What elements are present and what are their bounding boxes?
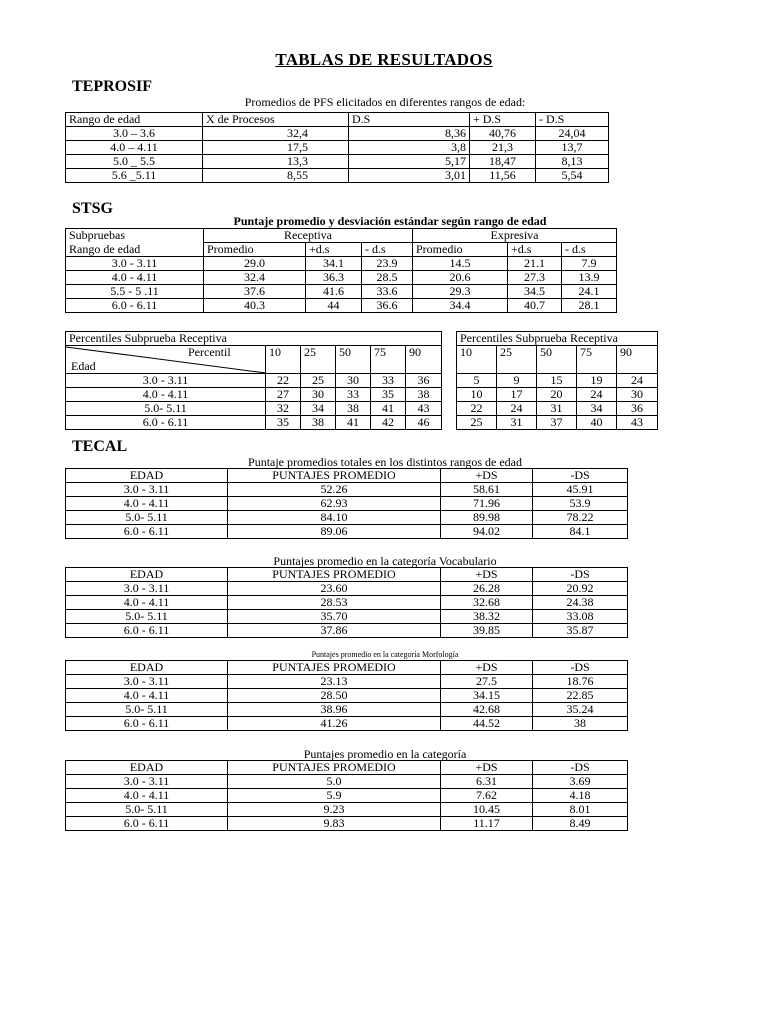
tecal-caption-3: Puntajes promedio en la categoría Morfología — [311, 650, 459, 659]
page-title: TABLAS DE RESULTADOS — [275, 50, 493, 69]
percentile-col-header: 90 — [617, 346, 658, 374]
percentil-label: Percentil — [188, 345, 231, 359]
table-row — [66, 610, 628, 624]
table-cell: 32 — [266, 402, 301, 416]
table-cell: 11,56 — [470, 169, 536, 183]
table-cell: 6.0 - 6.11 — [66, 416, 266, 430]
table-cell: 53.9 — [533, 497, 628, 511]
table-cell: 4.0 - 4.11 — [66, 388, 266, 402]
table-cell: 28.50 — [228, 689, 441, 703]
table-cell: 9.83 — [228, 817, 441, 831]
table-row — [457, 374, 658, 388]
table-cell: 84.10 — [228, 511, 441, 525]
percentiles-left-title: Percentiles Subprueba Receptiva — [66, 332, 442, 346]
table-cell: 34.4 — [413, 299, 508, 313]
table-cell: 41.26 — [228, 717, 441, 731]
header-cell: PUNTAJES PROMEDIO — [228, 661, 441, 675]
table-cell: 38.32 — [441, 610, 533, 624]
table-cell: 11.17 — [441, 817, 533, 831]
table-cell: 5.0- 5.11 — [66, 703, 228, 717]
table-cell: 3.0 - 3.11 — [66, 775, 228, 789]
table-cell: 24,04 — [536, 127, 609, 141]
tecal-table-totales — [65, 468, 628, 539]
table-cell: 43 — [406, 402, 442, 416]
percentile-col-header: 75 — [371, 346, 406, 374]
table-cell: 4.0 – 4.11 — [66, 141, 203, 155]
table-cell: 37 — [537, 416, 577, 430]
table-cell: 30 — [301, 388, 336, 402]
percentile-col-header: 50 — [336, 346, 371, 374]
table-cell: 5.0 — [228, 775, 441, 789]
table-cell: 35.70 — [228, 610, 441, 624]
table-cell: 13,3 — [203, 155, 349, 169]
header-cell: -DS — [533, 568, 628, 582]
table-cell: 89.06 — [228, 525, 441, 539]
percentile-col-header: 75 — [577, 346, 617, 374]
rango-label: Rango de edad — [66, 243, 204, 257]
table-cell: 4.18 — [533, 789, 628, 803]
table-cell: 38 — [301, 416, 336, 430]
table-row — [66, 483, 628, 497]
table-cell: 5,54 — [536, 169, 609, 183]
header-cell: +d.s — [508, 243, 562, 257]
header-cell: +DS — [441, 469, 533, 483]
table-cell: 6.31 — [441, 775, 533, 789]
table-cell: 23.13 — [228, 675, 441, 689]
table-cell: 21,3 — [470, 141, 536, 155]
table-cell: 34 — [577, 402, 617, 416]
table-cell: 37.6 — [204, 285, 306, 299]
stsg-table — [65, 228, 617, 313]
table-cell: 42 — [371, 416, 406, 430]
percentile-col-header: 25 — [497, 346, 537, 374]
tecal-heading: TECAL — [72, 438, 128, 455]
table-cell: 24.1 — [562, 285, 617, 299]
table-cell: 22.85 — [533, 689, 628, 703]
table-row — [66, 675, 628, 689]
table-cell: 34 — [301, 402, 336, 416]
subpruebas-label: Subpruebas — [66, 229, 204, 243]
table-cell: 18,47 — [470, 155, 536, 169]
table-cell: 4.0 - 4.11 — [66, 497, 228, 511]
header-cell: X de Procesos — [203, 113, 349, 127]
table-cell: 3,01 — [349, 169, 470, 183]
diagonal-divider — [66, 346, 266, 374]
table-cell: 44 — [306, 299, 362, 313]
header-cell: Rango de edad — [66, 113, 203, 127]
table-cell: 34.5 — [508, 285, 562, 299]
table-row — [66, 582, 628, 596]
table-cell: 27 — [266, 388, 301, 402]
table-cell: 25 — [457, 416, 497, 430]
table-cell: 4.0 - 4.11 — [66, 596, 228, 610]
header-cell: D.S — [349, 113, 470, 127]
header-cell: PUNTAJES PROMEDIO — [228, 568, 441, 582]
table-cell: 8,55 — [203, 169, 349, 183]
table-cell: 6.0 - 6.11 — [66, 299, 204, 313]
teprosif-table — [65, 112, 609, 183]
table-cell: 5.6 _5.11 — [66, 169, 203, 183]
table-cell: 39.85 — [441, 624, 533, 638]
header-cell: PUNTAJES PROMEDIO — [228, 469, 441, 483]
header-cell: +DS — [441, 661, 533, 675]
receptiva-header: Receptiva — [204, 229, 413, 243]
table-row — [66, 717, 628, 731]
table-cell: 17 — [497, 388, 537, 402]
header-cell: -DS — [533, 761, 628, 775]
tecal-caption-1: Puntaje promedios totales en los distintos rangos de edad — [248, 455, 522, 469]
table-cell: 3.0 - 3.11 — [66, 675, 228, 689]
table-cell: 13.9 — [562, 271, 617, 285]
table-row — [66, 257, 617, 271]
table-cell: 5.0- 5.11 — [66, 511, 228, 525]
table-row — [66, 388, 442, 402]
tecal-table-vocabulario — [65, 567, 628, 638]
header-cell: -DS — [533, 469, 628, 483]
table-row — [66, 703, 628, 717]
percentile-col-header: 10 — [457, 346, 497, 374]
table-row — [66, 416, 442, 430]
table-row — [66, 285, 617, 299]
table-cell: 30 — [336, 374, 371, 388]
header-cell: -DS — [533, 661, 628, 675]
table-cell: 19 — [577, 374, 617, 388]
table-cell: 6.0 - 6.11 — [66, 717, 228, 731]
table-cell: 20.6 — [413, 271, 508, 285]
table-row — [66, 803, 628, 817]
table-cell: 40.7 — [508, 299, 562, 313]
table-cell: 89.98 — [441, 511, 533, 525]
header-cell: EDAD — [66, 761, 228, 775]
table-cell: 32.4 — [204, 271, 306, 285]
table-row — [66, 271, 617, 285]
tecal-caption-4: Puntajes promedio en la categoría — [303, 747, 467, 761]
header-cell: - d.s — [562, 243, 617, 257]
table-cell: 6.0 - 6.11 — [66, 817, 228, 831]
table-cell: 7.9 — [562, 257, 617, 271]
header-cell: EDAD — [66, 661, 228, 675]
table-row — [66, 596, 628, 610]
table-row — [457, 402, 658, 416]
table-cell: 28.53 — [228, 596, 441, 610]
table-row — [66, 141, 609, 155]
table-cell: 32.68 — [441, 596, 533, 610]
table-cell: 6.0 - 6.11 — [66, 624, 228, 638]
table-cell: 4.0 - 4.11 — [66, 789, 228, 803]
header-cell: Promedio — [204, 243, 306, 257]
table-cell: 28.5 — [362, 271, 413, 285]
table-cell: 3.0 - 3.11 — [66, 374, 266, 388]
percentiles-left-table — [65, 331, 442, 430]
table-cell: 42.68 — [441, 703, 533, 717]
stsg-caption: Puntaje promedio y desviación estándar según rango de edad — [233, 214, 547, 228]
table-cell: 38 — [336, 402, 371, 416]
table-cell: 20.92 — [533, 582, 628, 596]
table-row — [66, 817, 628, 831]
table-cell: 8.49 — [533, 817, 628, 831]
table-cell: 38 — [406, 388, 442, 402]
expresiva-header: Expresiva — [413, 229, 617, 243]
table-cell: 46 — [406, 416, 442, 430]
header-cell: - d.s — [362, 243, 413, 257]
table-header-row — [66, 113, 609, 127]
table-cell: 27.5 — [441, 675, 533, 689]
table-cell: 3,8 — [349, 141, 470, 155]
table-cell: 24.38 — [533, 596, 628, 610]
table-cell: 24 — [577, 388, 617, 402]
table-cell: 10 — [457, 388, 497, 402]
table-cell: 6.0 - 6.11 — [66, 525, 228, 539]
header-cell: EDAD — [66, 568, 228, 582]
teprosif-heading: TEPROSIF — [72, 78, 153, 95]
percentile-col-header: 25 — [301, 346, 336, 374]
table-cell: 8,36 — [349, 127, 470, 141]
table-cell: 28.1 — [562, 299, 617, 313]
table-cell: 33 — [371, 374, 406, 388]
header-cell: +d.s — [306, 243, 362, 257]
table-row — [66, 775, 628, 789]
table-row — [66, 497, 628, 511]
table-cell: 5 — [457, 374, 497, 388]
table-cell: 35 — [266, 416, 301, 430]
table-cell: 9 — [497, 374, 537, 388]
table-cell: 35.24 — [533, 703, 628, 717]
tecal-table-categoria — [65, 760, 628, 831]
table-row — [66, 169, 609, 183]
table-cell: 3.0 - 3.11 — [66, 257, 204, 271]
table-cell: 37.86 — [228, 624, 441, 638]
table-cell: 24 — [617, 374, 658, 388]
header-cell: +DS — [441, 568, 533, 582]
header-cell: Promedio — [413, 243, 508, 257]
table-cell: 29.3 — [413, 285, 508, 299]
table-cell: 36 — [617, 402, 658, 416]
table-cell: 52.26 — [228, 483, 441, 497]
table-cell: 35.87 — [533, 624, 628, 638]
table-cell: 45.91 — [533, 483, 628, 497]
percentiles-right-title: Percentiles Subprueba Receptiva — [457, 332, 658, 346]
table-cell: 44.52 — [441, 717, 533, 731]
table-cell: 33.6 — [362, 285, 413, 299]
percentile-col-header: 50 — [537, 346, 577, 374]
table-cell: 23.9 — [362, 257, 413, 271]
table-cell: 62.93 — [228, 497, 441, 511]
table-cell: 84.1 — [533, 525, 628, 539]
tecal-table-morfologia — [65, 660, 628, 731]
table-cell: 30 — [617, 388, 658, 402]
table-cell: 58.61 — [441, 483, 533, 497]
header-cell: PUNTAJES PROMEDIO — [228, 761, 441, 775]
table-cell: 24 — [497, 402, 537, 416]
header-cell: +DS — [441, 761, 533, 775]
table-row — [66, 511, 628, 525]
table-cell: 5.5 - 5 .11 — [66, 285, 204, 299]
table-row — [66, 525, 628, 539]
table-cell: 31 — [497, 416, 537, 430]
header-cell: EDAD — [66, 469, 228, 483]
table-cell: 35 — [371, 388, 406, 402]
table-cell: 40,76 — [470, 127, 536, 141]
table-cell: 3.0 – 3.6 — [66, 127, 203, 141]
table-cell: 27.3 — [508, 271, 562, 285]
table-cell: 22 — [457, 402, 497, 416]
percentil-edad-header — [66, 346, 266, 374]
table-cell: 32,4 — [203, 127, 349, 141]
table-cell: 5.9 — [228, 789, 441, 803]
table-cell: 3.0 - 3.11 — [66, 483, 228, 497]
table-cell: 18.76 — [533, 675, 628, 689]
table-cell: 8.01 — [533, 803, 628, 817]
table-cell: 36.3 — [306, 271, 362, 285]
table-row — [457, 416, 658, 430]
table-row — [457, 388, 658, 402]
tecal-caption-2: Puntajes promedio en la categoría Vocabulario — [273, 554, 497, 568]
percentile-col-header: 90 — [406, 346, 442, 374]
table-row — [66, 624, 628, 638]
table-row — [66, 689, 628, 703]
stsg-heading: STSG — [72, 200, 113, 217]
header-cell: - D.S — [536, 113, 609, 127]
table-cell: 23.60 — [228, 582, 441, 596]
table-cell: 22 — [266, 374, 301, 388]
table-cell: 5.0- 5.11 — [66, 803, 228, 817]
table-cell: 9.23 — [228, 803, 441, 817]
table-cell: 4.0 - 4.11 — [66, 689, 228, 703]
table-cell: 7.62 — [441, 789, 533, 803]
table-row — [66, 402, 442, 416]
table-cell: 40 — [577, 416, 617, 430]
table-row — [66, 127, 609, 141]
percentiles-right-table — [456, 331, 658, 430]
table-cell: 38.96 — [228, 703, 441, 717]
table-cell: 43 — [617, 416, 658, 430]
table-cell: 15 — [537, 374, 577, 388]
table-cell: 21.1 — [508, 257, 562, 271]
table-row — [66, 155, 609, 169]
table-cell: 33 — [336, 388, 371, 402]
table-cell: 38 — [533, 717, 628, 731]
table-cell: 41 — [336, 416, 371, 430]
table-cell: 3.69 — [533, 775, 628, 789]
table-cell: 34.1 — [306, 257, 362, 271]
table-cell: 78.22 — [533, 511, 628, 525]
table-cell: 36 — [406, 374, 442, 388]
table-cell: 13,7 — [536, 141, 609, 155]
percentile-col-header: 10 — [266, 346, 301, 374]
table-cell: 40.3 — [204, 299, 306, 313]
table-row — [66, 374, 442, 388]
table-cell: 14.5 — [413, 257, 508, 271]
table-row — [66, 789, 628, 803]
table-row — [66, 299, 617, 313]
table-cell: 36.6 — [362, 299, 413, 313]
table-cell: 17,5 — [203, 141, 349, 155]
table-cell: 34.15 — [441, 689, 533, 703]
table-cell: 4.0 - 4.11 — [66, 271, 204, 285]
table-cell: 8,13 — [536, 155, 609, 169]
table-cell: 41.6 — [306, 285, 362, 299]
table-cell: 41 — [371, 402, 406, 416]
table-cell: 71.96 — [441, 497, 533, 511]
table-cell: 10.45 — [441, 803, 533, 817]
table-cell: 5.0- 5.11 — [66, 402, 266, 416]
table-cell: 5,17 — [349, 155, 470, 169]
table-cell: 26.28 — [441, 582, 533, 596]
table-cell: 33.08 — [533, 610, 628, 624]
table-cell: 94.02 — [441, 525, 533, 539]
header-cell: + D.S — [470, 113, 536, 127]
table-cell: 3.0 - 3.11 — [66, 582, 228, 596]
table-cell: 20 — [537, 388, 577, 402]
table-cell: 29.0 — [204, 257, 306, 271]
teprosif-caption: Promedios de PFS elicitados en diferentes rangos de edad: — [244, 95, 526, 109]
edad-label: Edad — [71, 359, 96, 373]
table-cell: 31 — [537, 402, 577, 416]
table-cell: 5.0- 5.11 — [66, 610, 228, 624]
table-cell: 5.0 _ 5.5 — [66, 155, 203, 169]
table-cell: 25 — [301, 374, 336, 388]
